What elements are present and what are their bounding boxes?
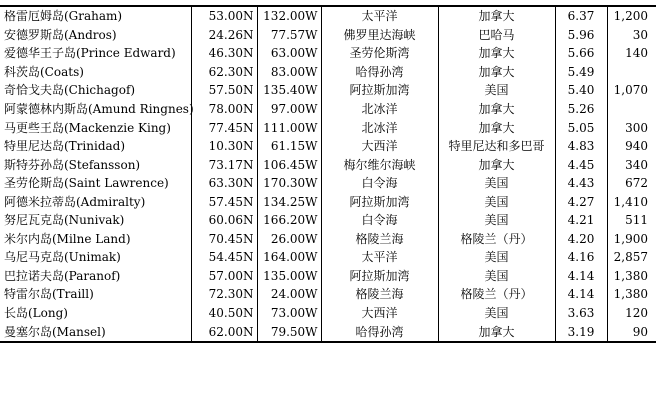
height-cell: 1,410 (613, 194, 648, 209)
island-name-cell: 特雷尔岛(Traill) (0, 285, 191, 304)
sea-cell: 白令海 (321, 211, 438, 230)
latitude-cell: 62.00N (191, 322, 257, 342)
country-cell: 美国 (438, 81, 555, 100)
height-cell: 1,070 (613, 83, 648, 98)
latitude-cell: 62.30N (191, 63, 257, 82)
latitude-cell: 57.00N (191, 267, 257, 286)
country-cell: 格陵兰（丹） (438, 230, 555, 249)
latitude-cell: 40.50N (191, 304, 257, 323)
island-name-cell: 奇恰戈夫岛(Chichagof) (0, 81, 191, 100)
longitude-cell: 106.45W (257, 155, 321, 174)
area-cell: 6.37 (555, 6, 607, 26)
island-name-cell: 努尼瓦克岛(Nunivak) (0, 211, 191, 230)
table-row (0, 322, 656, 342)
island-name-cell: 爱德华王子岛(Prince Edward) (0, 44, 191, 63)
area-cell: 4.83 (555, 137, 607, 156)
area-cell: 4.27 (555, 192, 607, 211)
table-row (0, 285, 656, 304)
latitude-cell: 57.45N (191, 192, 257, 211)
island-table (0, 5, 656, 343)
country-cell: 加拿大 (438, 100, 555, 119)
longitude-cell: 97.00W (257, 100, 321, 119)
sea-cell: 哈得孙湾 (321, 63, 438, 82)
island-name-cell: 长岛(Long) (0, 304, 191, 323)
height-cell: 2,857 (613, 250, 648, 265)
country-cell: 美国 (438, 267, 555, 286)
latitude-cell: 72.30N (191, 285, 257, 304)
longitude-cell: 79.50W (257, 322, 321, 342)
island-name-cell: 斯特芬孙岛(Stefansson) (0, 155, 191, 174)
table-row (0, 81, 656, 100)
area-cell: 5.26 (555, 100, 607, 119)
table-row (0, 100, 656, 119)
country-cell: 美国 (438, 174, 555, 193)
latitude-cell: 63.30N (191, 174, 257, 193)
sea-cell: 格陵兰海 (321, 230, 438, 249)
latitude-cell: 78.00N (191, 100, 257, 119)
country-cell: 巴哈马 (438, 26, 555, 45)
area-cell: 4.43 (555, 174, 607, 193)
latitude-cell: 53.00N (191, 6, 257, 26)
table-row (0, 44, 656, 63)
height-cell (607, 100, 656, 119)
longitude-cell: 61.15W (257, 137, 321, 156)
longitude-cell: 135.00W (257, 267, 321, 286)
height-cell: 30 (632, 27, 648, 42)
table-row (0, 26, 656, 45)
longitude-cell: 73.00W (257, 304, 321, 323)
area-cell: 4.14 (555, 267, 607, 286)
area-cell: 5.49 (555, 63, 607, 82)
table-row (0, 304, 656, 323)
latitude-cell: 46.30N (191, 44, 257, 63)
height-cell: 90 (607, 322, 656, 342)
country-cell: 加拿大 (438, 63, 555, 82)
table-row (0, 211, 656, 230)
island-name-cell: 安德罗斯岛(Andros) (0, 26, 191, 45)
island-name-cell: 圣劳伦斯岛(Saint Lawrence) (0, 174, 191, 193)
area-cell: 4.21 (555, 211, 607, 230)
area-cell: 5.05 (555, 118, 607, 137)
longitude-cell: 166.20W (257, 211, 321, 230)
area-cell: 4.16 (555, 248, 607, 267)
country-cell: 特里尼达和多巴哥 (438, 137, 555, 156)
sea-cell: 佛罗里达海峡 (321, 26, 438, 45)
country-cell: 格陵兰（丹） (438, 285, 555, 304)
table-row (0, 267, 656, 286)
height-cell: 1,380 (613, 268, 648, 283)
country-cell: 美国 (438, 211, 555, 230)
country-cell: 美国 (438, 304, 555, 323)
island-name-cell: 阿德米拉蒂岛(Admiralty) (0, 192, 191, 211)
longitude-cell: 170.30W (257, 174, 321, 193)
longitude-cell: 26.00W (257, 230, 321, 249)
longitude-cell: 132.00W (257, 6, 321, 26)
country-cell: 加拿大 (438, 118, 555, 137)
island-name-cell: 乌尼马克岛(Unimak) (0, 248, 191, 267)
island-name-cell: 科茨岛(Coats) (0, 63, 191, 82)
table-row (0, 63, 656, 82)
area-cell: 5.66 (555, 44, 607, 63)
island-name-cell: 曼塞尔岛(Mansel) (0, 322, 191, 342)
area-cell: 3.63 (555, 304, 607, 323)
latitude-cell: 70.45N (191, 230, 257, 249)
area-cell: 4.20 (555, 230, 607, 249)
height-cell: 120 (625, 306, 648, 321)
table-row (0, 230, 656, 249)
sea-cell: 阿拉斯加湾 (321, 192, 438, 211)
table-row (0, 137, 656, 156)
island-rows (0, 6, 656, 342)
longitude-cell: 134.25W (257, 192, 321, 211)
island-name-cell: 特里尼达岛(Trinidad) (0, 137, 191, 156)
latitude-cell: 54.45N (191, 248, 257, 267)
latitude-cell: 73.17N (191, 155, 257, 174)
country-cell: 加拿大 (438, 322, 555, 342)
longitude-cell: 63.00W (257, 44, 321, 63)
table-row (0, 155, 656, 174)
latitude-cell: 24.26N (191, 26, 257, 45)
table-row (0, 192, 656, 211)
sea-cell: 梅尔维尔海峡 (321, 155, 438, 174)
latitude-cell: 57.50N (191, 81, 257, 100)
sea-cell: 太平洋 (321, 248, 438, 267)
sea-cell: 太平洋 (321, 6, 438, 26)
area-cell: 5.96 (555, 26, 607, 45)
latitude-cell: 77.45N (191, 118, 257, 137)
height-cell: 1,200 (607, 6, 656, 26)
area-cell: 5.40 (555, 81, 607, 100)
island-name-cell: 阿蒙德林内斯岛(Amund Ringnes) (0, 100, 191, 119)
sea-cell: 白令海 (321, 174, 438, 193)
longitude-cell: 111.00W (257, 118, 321, 137)
table-row (0, 248, 656, 267)
height-cell: 1,380 (613, 287, 648, 302)
table-row (0, 118, 656, 137)
sea-cell: 阿拉斯加湾 (321, 267, 438, 286)
island-name-cell: 格雷厄姆岛(Graham) (0, 6, 191, 26)
sea-cell: 格陵兰海 (321, 285, 438, 304)
area-cell: 4.14 (555, 285, 607, 304)
height-cell: 300 (625, 120, 648, 135)
longitude-cell: 77.57W (257, 26, 321, 45)
country-cell: 加拿大 (438, 44, 555, 63)
sea-cell: 大西洋 (321, 137, 438, 156)
area-cell: 3.19 (555, 322, 607, 342)
table-row (0, 6, 656, 26)
height-cell: 140 (625, 46, 648, 61)
area-cell: 4.45 (555, 155, 607, 174)
sea-cell: 北冰洋 (321, 100, 438, 119)
longitude-cell: 83.00W (257, 63, 321, 82)
height-cell: 340 (625, 157, 648, 172)
island-name-cell: 马更些王岛(Mackenzie King) (0, 118, 191, 137)
sea-cell: 阿拉斯加湾 (321, 81, 438, 100)
height-cell: 511 (625, 213, 648, 228)
longitude-cell: 135.40W (257, 81, 321, 100)
height-cell: 1,900 (613, 231, 648, 246)
country-cell: 加拿大 (438, 155, 555, 174)
height-cell: 672 (625, 176, 648, 191)
longitude-cell: 24.00W (257, 285, 321, 304)
longitude-cell: 164.00W (257, 248, 321, 267)
latitude-cell: 10.30N (191, 137, 257, 156)
height-cell (607, 63, 656, 82)
sea-cell: 圣劳伦斯湾 (321, 44, 438, 63)
country-cell: 美国 (438, 192, 555, 211)
sea-cell: 哈得孙湾 (321, 322, 438, 342)
latitude-cell: 60.06N (191, 211, 257, 230)
table-row (0, 174, 656, 193)
sea-cell: 北冰洋 (321, 118, 438, 137)
island-name-cell: 米尔内岛(Milne Land) (0, 230, 191, 249)
height-cell: 940 (625, 139, 648, 154)
country-cell: 美国 (438, 248, 555, 267)
island-name-cell: 巴拉诺夫岛(Paranof) (0, 267, 191, 286)
country-cell: 加拿大 (438, 6, 555, 26)
sea-cell: 大西洋 (321, 304, 438, 323)
